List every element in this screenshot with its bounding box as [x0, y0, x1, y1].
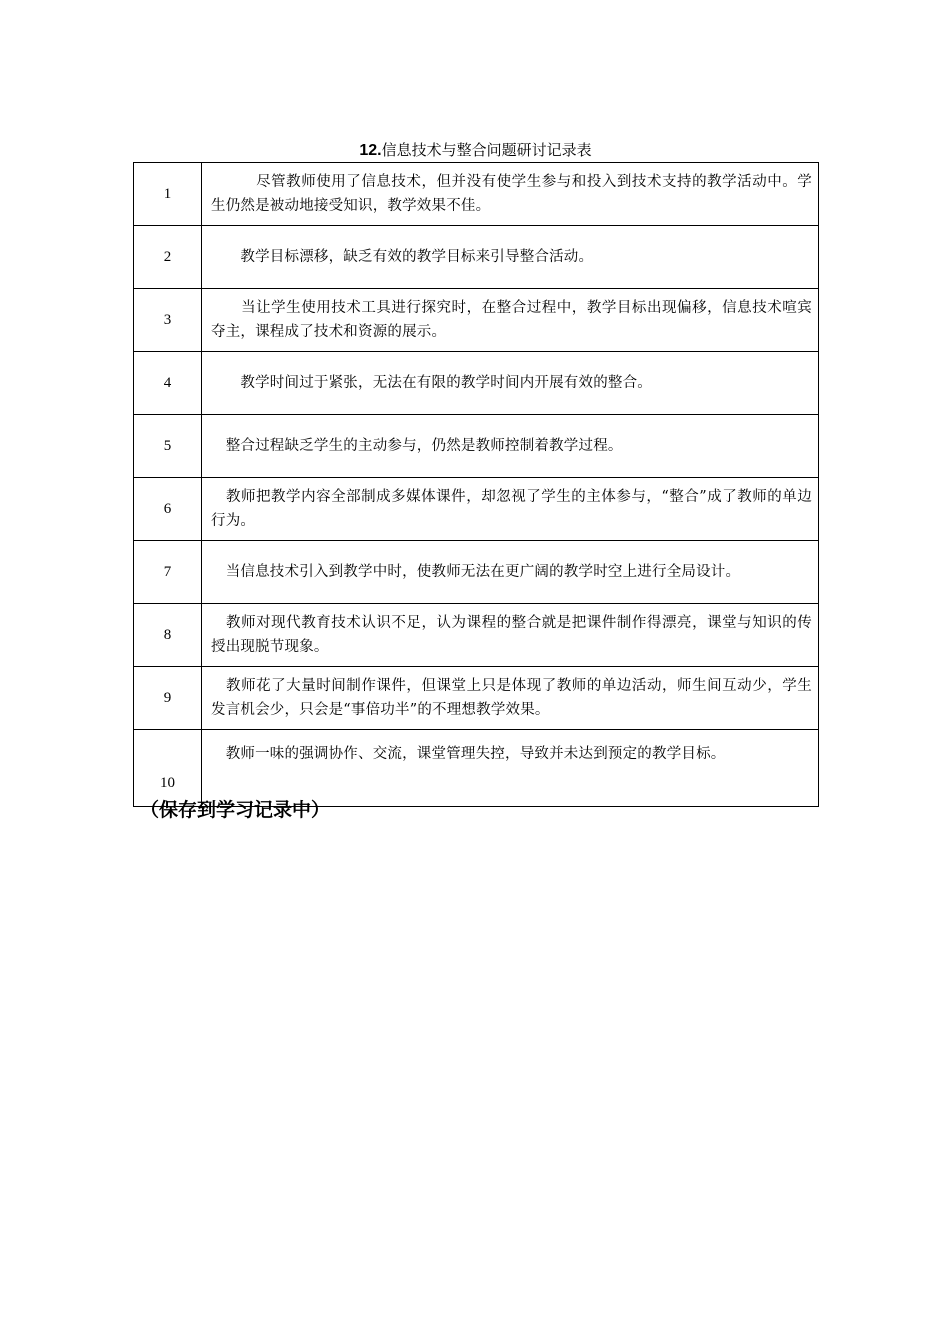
table-row	[134, 226, 819, 289]
table-row	[134, 667, 819, 730]
row-number: 3	[134, 289, 202, 352]
table-row	[134, 163, 819, 226]
row-number: 9	[134, 667, 202, 730]
row-number: 6	[134, 478, 202, 541]
row-number: 8	[134, 604, 202, 667]
table-title	[133, 140, 818, 161]
row-text: 整合过程缺乏学生的主动参与，仍然是教师控制着教学过程。	[202, 415, 819, 478]
row-text: 当信息技术引入到教学中时，使教师无法在更广阔的教学时空上进行全局设计。	[202, 541, 819, 604]
row-text: 尽管教师使用了信息技术，但并没有使学生参与和投入到技术支持的教学活动中。学生仍然是被动地接受知识，教学效果不佳。	[202, 163, 819, 226]
row-text: 教师把教学内容全部制成多媒体课件，却忽视了学生的主体参与，“整合”成了教师的单边行为。	[202, 478, 819, 541]
row-text: 教师对现代教育技术认识不足，认为课程的整合就是把课件制作得漂亮，课堂与知识的传授出现脱节现象。	[202, 604, 819, 667]
table-row	[134, 478, 819, 541]
table-row	[134, 289, 819, 352]
table-row	[134, 730, 819, 807]
row-text: 当让学生使用技术工具进行探究时，在整合过程中，教学目标出现偏移，信息技术喧宾夺主，课程成了技术和资源的展示。	[202, 289, 819, 352]
table-row	[134, 541, 819, 604]
table-row	[134, 415, 819, 478]
row-number: 2	[134, 226, 202, 289]
row-number: 5	[134, 415, 202, 478]
save-note: （保存到学习记录中）	[140, 799, 331, 821]
row-text: 教师一味的强调协作、交流，课堂管理失控，导致并未达到预定的教学目标。	[202, 730, 819, 807]
row-text: 教师花了大量时间制作课件，但课堂上只是体现了教师的单边活动，师生间互动少，学生发言机会少，只会是“事倍功半”的不理想教学效果。	[202, 667, 819, 730]
table-row	[134, 604, 819, 667]
row-text: 教学目标漂移，缺乏有效的教学目标来引导整合活动。	[202, 226, 819, 289]
row-number: 10	[134, 730, 202, 807]
row-number: 7	[134, 541, 202, 604]
row-number: 4	[134, 352, 202, 415]
discussion-record-table	[133, 162, 819, 807]
table-row	[134, 352, 819, 415]
table-title-number: 12.	[359, 142, 382, 159]
row-text: 教学时间过于紧张，无法在有限的教学时间内开展有效的整合。	[202, 352, 819, 415]
table-title-text: 信息技术与整合问题研讨记录表	[381, 141, 592, 159]
row-number: 1	[134, 163, 202, 226]
